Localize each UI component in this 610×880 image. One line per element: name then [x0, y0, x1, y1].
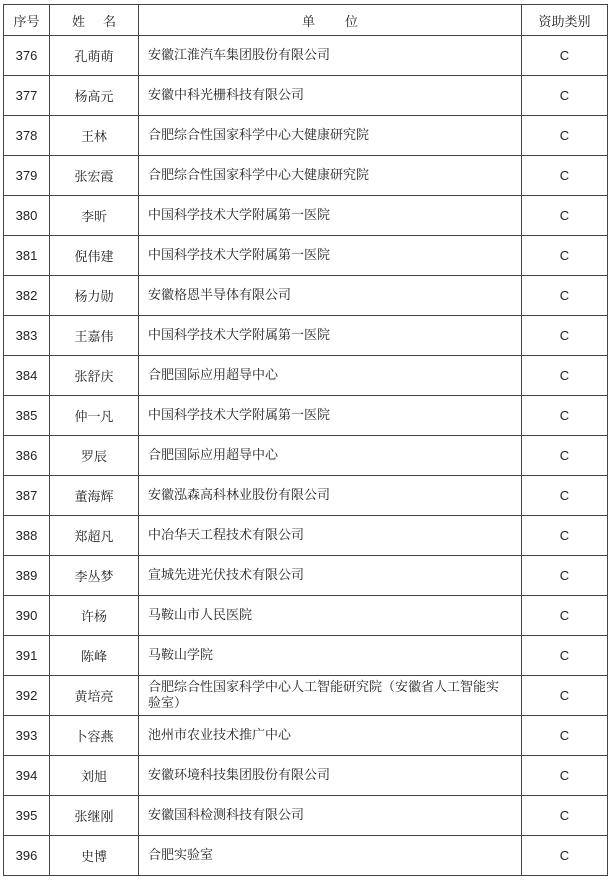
- table-row: [4, 196, 608, 236]
- cell-type: C: [522, 236, 608, 276]
- cell-name: 孔萌萌: [50, 36, 139, 76]
- cell-no: 377: [4, 76, 50, 116]
- cell-unit: 中国科学技术大学附属第一医院: [139, 396, 522, 436]
- cell-type: C: [522, 116, 608, 156]
- funding-list-table: [3, 4, 608, 876]
- cell-name: 张继刚: [50, 796, 139, 836]
- table-row: [4, 516, 608, 556]
- cell-type: C: [522, 36, 608, 76]
- table-row: [4, 676, 608, 716]
- cell-unit: 安徽环境科技集团股份有限公司: [139, 756, 522, 796]
- cell-no: 392: [4, 676, 50, 716]
- cell-type: C: [522, 756, 608, 796]
- cell-name: 许杨: [50, 596, 139, 636]
- cell-name: 郑超凡: [50, 516, 139, 556]
- table-row: [4, 836, 608, 876]
- cell-name: 陈峰: [50, 636, 139, 676]
- cell-no: 378: [4, 116, 50, 156]
- cell-unit: 合肥综合性国家科学中心人工智能研究院（安徽省人工智能实验室）: [139, 676, 522, 716]
- cell-name: 王嘉伟: [50, 316, 139, 356]
- cell-no: 390: [4, 596, 50, 636]
- cell-name: 张舒庆: [50, 356, 139, 396]
- cell-unit: 合肥国际应用超导中心: [139, 356, 522, 396]
- cell-no: 393: [4, 716, 50, 756]
- cell-unit: 马鞍山学院: [139, 636, 522, 676]
- cell-no: 382: [4, 276, 50, 316]
- cell-type: C: [522, 676, 608, 716]
- table-row: [4, 116, 608, 156]
- cell-no: 388: [4, 516, 50, 556]
- cell-no: 395: [4, 796, 50, 836]
- cell-unit: 中国科学技术大学附属第一医院: [139, 196, 522, 236]
- cell-unit: 中国科学技术大学附属第一医院: [139, 316, 522, 356]
- cell-unit: 安徽江淮汽车集团股份有限公司: [139, 36, 522, 76]
- cell-no: 396: [4, 836, 50, 876]
- cell-type: C: [522, 476, 608, 516]
- cell-no: 384: [4, 356, 50, 396]
- table-row: [4, 756, 608, 796]
- cell-name: 卜容燕: [50, 716, 139, 756]
- table-row: [4, 556, 608, 596]
- cell-no: 381: [4, 236, 50, 276]
- cell-no: 387: [4, 476, 50, 516]
- cell-type: C: [522, 836, 608, 876]
- cell-type: C: [522, 516, 608, 556]
- cell-unit: 中冶华天工程技术有限公司: [139, 516, 522, 556]
- header-type: 资助类别: [522, 5, 608, 36]
- cell-unit: 宣城先进光伏技术有限公司: [139, 556, 522, 596]
- table-container: [3, 4, 608, 876]
- cell-no: 389: [4, 556, 50, 596]
- cell-unit: 合肥国际应用超导中心: [139, 436, 522, 476]
- cell-type: C: [522, 76, 608, 116]
- cell-name: 王林: [50, 116, 139, 156]
- cell-no: 391: [4, 636, 50, 676]
- cell-type: C: [522, 796, 608, 836]
- cell-unit: 中国科学技术大学附属第一医院: [139, 236, 522, 276]
- table-row: [4, 236, 608, 276]
- cell-no: 379: [4, 156, 50, 196]
- cell-no: 376: [4, 36, 50, 76]
- table-row: [4, 36, 608, 76]
- cell-name: 史博: [50, 836, 139, 876]
- cell-name: 张宏霞: [50, 156, 139, 196]
- header-no: 序号: [4, 5, 50, 36]
- cell-unit: 安徽国科检测科技有限公司: [139, 796, 522, 836]
- cell-name: 董海辉: [50, 476, 139, 516]
- cell-type: C: [522, 396, 608, 436]
- table-row: [4, 276, 608, 316]
- cell-name: 罗辰: [50, 436, 139, 476]
- cell-unit: 池州市农业技术推广中心: [139, 716, 522, 756]
- cell-name: 李昕: [50, 196, 139, 236]
- table-row: [4, 76, 608, 116]
- cell-name: 杨高元: [50, 76, 139, 116]
- cell-no: 385: [4, 396, 50, 436]
- cell-type: C: [522, 316, 608, 356]
- table-row: [4, 636, 608, 676]
- cell-type: C: [522, 596, 608, 636]
- cell-type: C: [522, 436, 608, 476]
- cell-type: C: [522, 716, 608, 756]
- cell-no: 386: [4, 436, 50, 476]
- cell-type: C: [522, 156, 608, 196]
- cell-unit: 安徽泓森高科林业股份有限公司: [139, 476, 522, 516]
- table-row: [4, 396, 608, 436]
- cell-unit: 马鞍山市人民医院: [139, 596, 522, 636]
- header-row: [4, 5, 608, 36]
- cell-unit: 安徽中科光栅科技有限公司: [139, 76, 522, 116]
- table-row: [4, 436, 608, 476]
- cell-name: 仲一凡: [50, 396, 139, 436]
- cell-no: 380: [4, 196, 50, 236]
- table-row: [4, 716, 608, 756]
- cell-name: 刘旭: [50, 756, 139, 796]
- cell-name: 李丛梦: [50, 556, 139, 596]
- cell-type: C: [522, 356, 608, 396]
- cell-unit: 合肥综合性国家科学中心大健康研究院: [139, 116, 522, 156]
- cell-unit: 合肥综合性国家科学中心大健康研究院: [139, 156, 522, 196]
- table-row: [4, 596, 608, 636]
- cell-unit: 安徽格恩半导体有限公司: [139, 276, 522, 316]
- cell-type: C: [522, 636, 608, 676]
- cell-name: 黄培亮: [50, 676, 139, 716]
- table-row: [4, 316, 608, 356]
- table-row: [4, 476, 608, 516]
- cell-type: C: [522, 556, 608, 596]
- table-row: [4, 156, 608, 196]
- table-row: [4, 356, 608, 396]
- cell-no: 394: [4, 756, 50, 796]
- cell-name: 杨力勋: [50, 276, 139, 316]
- cell-no: 383: [4, 316, 50, 356]
- cell-type: C: [522, 196, 608, 236]
- header-unit: 单位: [139, 5, 522, 36]
- cell-unit: 合肥实验室: [139, 836, 522, 876]
- table-row: [4, 796, 608, 836]
- cell-type: C: [522, 276, 608, 316]
- header-name: 姓名: [50, 5, 139, 36]
- cell-name: 倪伟建: [50, 236, 139, 276]
